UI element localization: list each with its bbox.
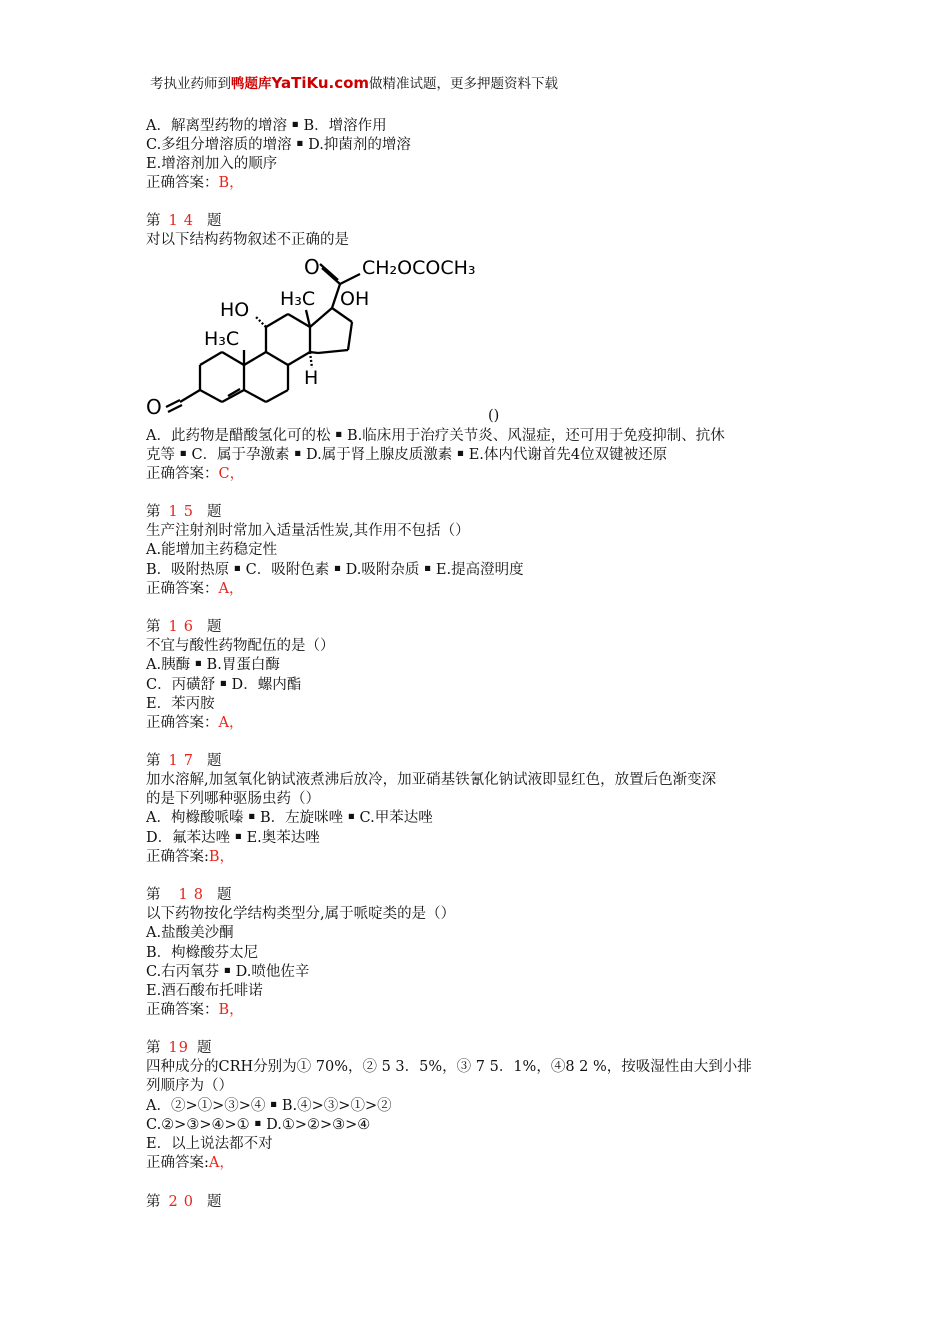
question-number: 17 [168, 753, 199, 769]
q13-option-line: E.增溶剂加入的顺序 [146, 156, 278, 172]
answer-value: B， [218, 1002, 244, 1018]
atom-label: OH [340, 288, 370, 310]
question-number: 19 [168, 1040, 189, 1056]
q15-option-line: A.能增加主药稳定性 [146, 542, 278, 558]
question-number: 15 [168, 504, 199, 520]
q14-option-line: 克等 ￭ C．属于孕激素 ￭ D.属于肾上腺皮质激素 ￭ E.体内代谢首先4位双键被还原 [146, 447, 668, 463]
q16-answer [146, 714, 243, 733]
q14-option-line: A．此药物是醋酸氢化可的松 ￭ B.临床用于治疗关节炎、风湿症，还可用于免疫抑制、抗休 [146, 428, 725, 444]
answer-label: 正确答案： [146, 715, 219, 731]
answer-label: 正确答案： [146, 175, 219, 191]
q14-answer [146, 465, 244, 484]
q19-stem: 列顺序为（） [146, 1078, 233, 1094]
q13-answer [146, 174, 244, 193]
q13-option-line: C.多组分增溶质的增溶 ￭ D.抑菌剂的增溶 [146, 137, 411, 153]
header-brand: 鸭题库 [231, 76, 272, 92]
q18-answer [146, 1001, 244, 1020]
question-suffix: 题 [206, 1194, 222, 1210]
q15-option-line: B．吸附热原 ￭ C．吸附色素 ￭ D.吸附杂质 ￭ E.提高澄明度 [146, 562, 524, 578]
question-prefix: 第 [146, 619, 161, 635]
q17-option-line: A．枸橼酸哌嗪 ￭ B．左旋咪唑 ￭ C.甲苯达唑 [146, 810, 433, 826]
answer-value: B， [218, 175, 244, 191]
header-suffix: 做精准试题，更多押题资料下载 [369, 76, 559, 92]
question-prefix: 第 [146, 504, 161, 520]
answer-value: A， [208, 1155, 234, 1171]
q14-title [146, 212, 221, 231]
q16-stem: 不宜与酸性药物配伍的是（） [146, 638, 335, 654]
q16-title [146, 618, 221, 637]
question-prefix: 第 [146, 1194, 161, 1210]
question-number: 14 [168, 213, 199, 229]
answer-value: A， [218, 581, 244, 597]
question-suffix: 题 [206, 619, 222, 635]
answer-value: A， [218, 715, 244, 731]
q19-option-line: A．②>①>③>④ ￭ B.④>③>①>② [146, 1098, 392, 1114]
q18-stem: 以下药物按化学结构类型分,属于哌啶类的是（） [146, 906, 456, 922]
atom-label: H₃C [280, 288, 316, 310]
q17-title [146, 752, 221, 771]
answer-value: C， [218, 466, 245, 482]
q18-option-line: C.右丙氧芬 ￭ D.喷他佐辛 [146, 964, 310, 980]
q17-option-line: D．氟苯达唑 ￭ E.奥苯达唑 [146, 830, 320, 846]
question-prefix: 第 [146, 887, 161, 903]
atom-label: O [304, 255, 320, 279]
atom-label: H [304, 367, 319, 389]
question-number: 16 [168, 619, 199, 635]
answer-label: 正确答案： [146, 466, 219, 482]
header-site-link[interactable]: YaTiKu.com [271, 74, 370, 92]
atom-label: CH₂OCOCH₃ [362, 257, 476, 279]
question-prefix: 第 [146, 1040, 161, 1056]
q13-option-line: A．解离型药物的增溶 ￭ B．增溶作用 [146, 118, 387, 134]
q18-option-line: A.盐酸美沙酮 [146, 925, 234, 941]
answer-value: B， [208, 849, 235, 865]
q16-option-line: C．丙磺舒 ￭ D．螺内酯 [146, 677, 302, 693]
q15-answer [146, 580, 243, 599]
atom-label: H₃C [204, 328, 240, 350]
q16-option-line: A.胰酶 ￭ B.胃蛋白酶 [146, 657, 280, 673]
question-suffix: 题 [196, 1040, 212, 1056]
question-number: 18 [178, 887, 209, 903]
question-suffix: 题 [206, 213, 222, 229]
q19-stem: 四种成分的CRH分别为① 70%，② 5 3．5%，③ 7 5．1%，④8 2 %，按吸湿性由大到小排 [146, 1059, 752, 1075]
question-suffix: 题 [206, 753, 222, 769]
q15-title [146, 503, 221, 522]
q17-answer [146, 848, 234, 867]
header-prefix: 考执业药师到 [150, 76, 231, 92]
answer-label: 正确答案: [146, 849, 209, 865]
q19-option-line: E．以上说法都不对 [146, 1136, 273, 1152]
atom-label: O [146, 395, 162, 419]
answer-label: 正确答案： [146, 1002, 219, 1018]
q20-title [146, 1193, 221, 1212]
q17-stem: 的是下列哪种驱肠虫药（） [146, 791, 320, 807]
q15-stem: 生产注射剂时常加入适量活性炭,其作用不包括（） [146, 523, 470, 539]
q18-option-line: E.酒石酸布托啡诺 [146, 983, 263, 999]
atom-label: HO [220, 299, 250, 321]
question-prefix: 第 [146, 213, 161, 229]
q19-title [146, 1039, 211, 1058]
answer-label: 正确答案: [146, 1155, 209, 1171]
q14-image-suffix: () [488, 408, 500, 424]
q14-stem: 对以下结构药物叙述不正确的是 [146, 232, 349, 248]
answer-label: 正确答案： [146, 581, 219, 597]
q17-stem: 加水溶解,加氢氧化钠试液煮沸后放冷，加亚硝基铁氰化钠试液即显红色，放置后色渐变深 [146, 772, 717, 788]
q18-option-line: B．枸橼酸芬太尼 [146, 945, 259, 961]
q19-answer [146, 1154, 234, 1173]
question-suffix: 题 [206, 504, 222, 520]
page-header [150, 72, 558, 92]
question-number: 20 [168, 1194, 199, 1210]
q19-option-line: C.②>③>④>① ￭ D.①>②>③>④ [146, 1117, 371, 1133]
q18-title [146, 886, 231, 905]
question-suffix: 题 [216, 887, 232, 903]
question-prefix: 第 [146, 753, 161, 769]
q16-option-line: E．苯丙胺 [146, 696, 215, 712]
steroid-structure-image [140, 250, 520, 425]
